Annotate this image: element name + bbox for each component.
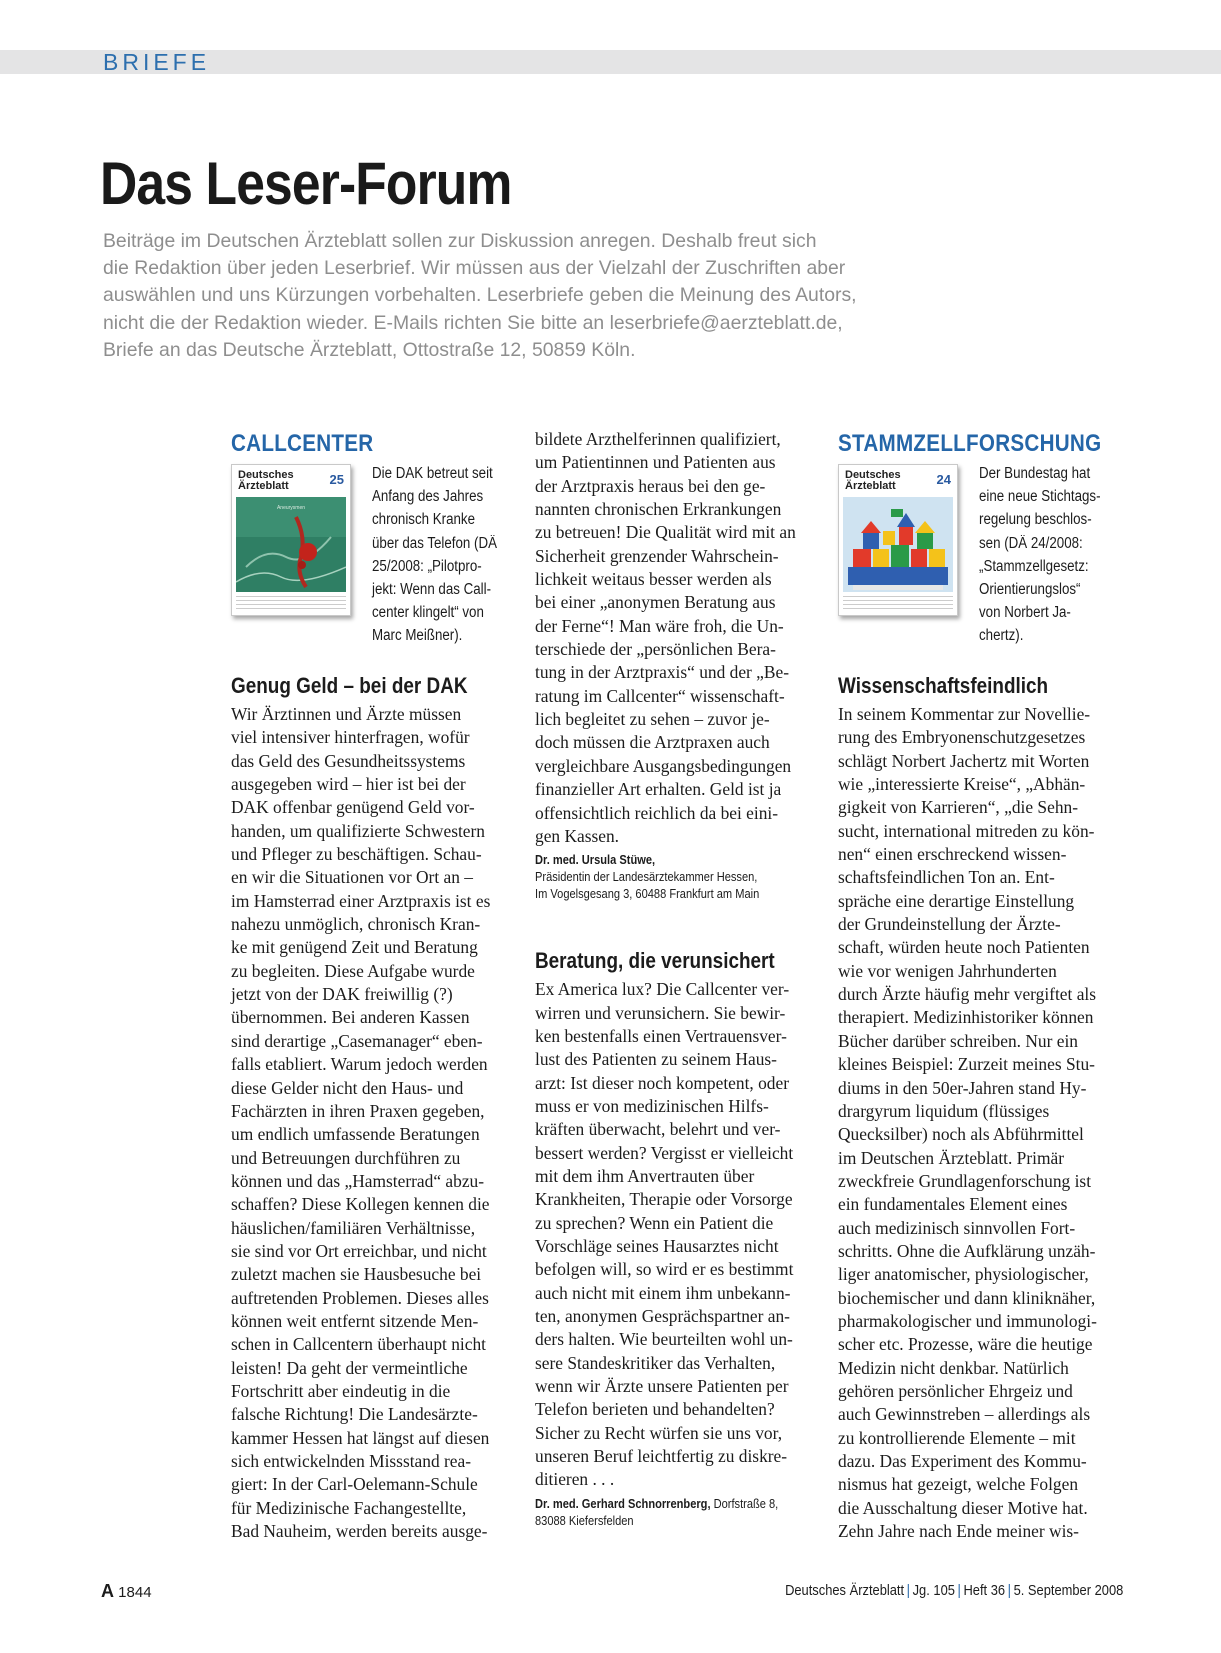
- kicker-callcenter: CALLCENTER: [231, 430, 374, 457]
- cover-brand: Deutsches Ärzteblatt: [845, 469, 901, 492]
- text-line: können und das „Hamsterrad“ abzu-: [231, 1170, 485, 1191]
- letter-body: [838, 703, 1128, 1543]
- text-line: en wir die Situationen vor Ort an –: [231, 867, 473, 888]
- author-address: Dorfstraße 8,: [710, 1496, 779, 1511]
- text-line: der Grundeinstellung der Ärzte-: [838, 914, 1061, 935]
- text-line: diese Gelder nicht den Haus- und: [231, 1077, 464, 1098]
- text-line: mit dem ihm Anvertrauten über: [535, 1165, 755, 1186]
- text-line: Fachärzten in ihren Praxen gegeben,: [231, 1100, 485, 1121]
- text-line: lust des Patienten zu seinem Haus-: [535, 1049, 777, 1070]
- text-line: giert: In der Carl-Oelemann-Schule: [231, 1474, 478, 1495]
- text-line: wenn wir Ärzte unsere Patienten per: [535, 1376, 789, 1397]
- text-line: im Deutschen Ärzteblatt. Primär: [838, 1147, 1065, 1168]
- text-line: ratung im Callcenter“ wissenschaft-: [535, 685, 785, 706]
- letter-heading: Beratung, die verunsichert: [535, 948, 775, 974]
- text-line: können weit entfernt sitzende Men-: [231, 1310, 479, 1331]
- cover-footer-lines: [236, 596, 346, 610]
- teaser-line: regelung beschlos-: [979, 511, 1092, 529]
- teaser-line: chronisch Kranke: [372, 511, 475, 529]
- journal-date: 5. September 2008: [1013, 1582, 1123, 1599]
- text-line: DAK offenbar genügend Geld vor-: [231, 797, 475, 818]
- signature-stuewe: [535, 852, 825, 903]
- text-line: bei einer „anonymen Beratung aus: [535, 592, 776, 613]
- page-number: [101, 1581, 152, 1603]
- text-line: ten, anonymen Gesprächspartner an-: [535, 1306, 790, 1326]
- text-line: zu sprechen? Wenn ein Patient die: [535, 1212, 774, 1233]
- section-label: BRIEFE: [103, 49, 211, 75]
- text-line: um endlich umfassende Beratungen: [231, 1124, 480, 1145]
- journal-issue: Heft 36: [963, 1582, 1005, 1599]
- cover-footer-lines: [843, 596, 953, 610]
- teaser-line: jekt: Wenn das Call-: [372, 581, 492, 599]
- text-line: kammer Hessen hat längst auf diesen: [231, 1427, 490, 1448]
- signature-schnorrenberg: [535, 1496, 825, 1530]
- text-line: zu begleiten. Diese Aufgabe wurde: [231, 960, 475, 981]
- text-line: Quecksilber) noch als Abführmittel: [838, 1124, 1084, 1145]
- text-line: terschiede der „persönlichen Bera-: [535, 639, 776, 660]
- text-line: unseren Beruf leichtfertig zu diskre-: [535, 1446, 788, 1467]
- teaser-line: center klingelt“ von: [372, 604, 484, 622]
- text-line: kleines Beispiel: Zurzeit meines Stu-: [838, 1054, 1095, 1075]
- text-line: und Betreuungen durchführen zu: [231, 1147, 461, 1168]
- text-line: die Ausschaltung dieser Motive hat.: [838, 1497, 1088, 1518]
- author-name: Dr. med. Ursula Stüwe,: [535, 853, 656, 868]
- text-line: nahezu unmöglich, chronisch Kran-: [231, 914, 481, 935]
- text-line: ken bestenfalls einen Vertrauensver-: [535, 1025, 787, 1046]
- text-line: durch Ärzte häufig mehr vergiftet als: [838, 984, 1097, 1005]
- text-line: und Pfleger zu beschäftigen. Schau-: [231, 844, 482, 865]
- text-line: um Patientinnen und Patienten aus: [535, 452, 776, 473]
- intro-line: Briefe an das Deutsche Ärzteblatt, Ottostraße 12, 50859 Köln.: [103, 338, 636, 361]
- text-line: nannten chronischen Erkrankungen: [535, 499, 782, 520]
- text-line: Zehn Jahre nach Ende meiner wis-: [838, 1521, 1079, 1542]
- text-line: im Hamsterrad einer Arztpraxis ist es: [231, 890, 491, 911]
- text-line: therapiert. Medizinhistoriker können: [838, 1007, 1094, 1028]
- teaser-text: [372, 462, 522, 648]
- teaser-line: Orientierungslos“: [979, 581, 1081, 599]
- cover-issue-number: 24: [936, 472, 951, 487]
- page-number-value: 1844: [118, 1584, 152, 1601]
- text-line: schaft, würden heute noch Patienten: [838, 937, 1090, 958]
- text-line: Ex America lux? Die Callcenter ver-: [535, 979, 790, 1000]
- text-line: wie vor wenigen Jahrhunderten: [838, 960, 1057, 981]
- author-line: Im Vogelsgesang 3, 60488 Frankfurt am Main: [535, 887, 760, 902]
- text-line: falsche Richtung! Die Landesärzte-: [231, 1404, 478, 1425]
- text-line: zweckfreie Grundlagenforschung ist: [838, 1170, 1092, 1191]
- separator: |: [906, 1582, 910, 1599]
- text-line: Wir Ärztinnen und Ärzte müssen: [231, 704, 462, 724]
- column-1: [231, 428, 521, 1543]
- journal-volume: Jg. 105: [912, 1582, 955, 1599]
- column-2: [535, 428, 825, 1530]
- text-line: ke mit genügend Zeit und Beratung: [231, 937, 478, 958]
- text-line: handen, um qualifizierte Schwestern: [231, 820, 486, 841]
- text-line: übernommen. Bei anderen Kassen: [231, 1007, 470, 1028]
- intro-line: die Redaktion über jeden Leserbrief. Wir müssen aus der Vielzahl der Zuschriften aber: [103, 257, 846, 280]
- text-line: drargyrum liquidum (flüssiges: [838, 1100, 1050, 1121]
- text-line: der Arztpraxis heraus bei den ge-: [535, 475, 766, 496]
- text-line: dazu. Das Experiment des Kommu-: [838, 1451, 1087, 1471]
- text-line: In seinem Kommentar zur Novellie-: [838, 704, 1091, 724]
- teaser-line: Die DAK betreut seit: [372, 465, 493, 482]
- cover-topic: Aneurysmen: [276, 505, 306, 511]
- page-letter: A: [101, 1581, 114, 1601]
- teaser-line: Der Bundestag hat: [979, 465, 1091, 482]
- text-line: tung in der Arztpraxis“ und der „Be-: [535, 662, 790, 683]
- teaser-line: Marc Meißner).: [372, 627, 463, 645]
- author-name: Dr. med. Gerhard Schnorrenberg,: [535, 1496, 711, 1511]
- letter-body: [535, 978, 825, 1492]
- teaser-line: Anfang des Jahres: [372, 488, 484, 506]
- text-line: biochemischer und dann kliniknäher,: [838, 1287, 1096, 1308]
- text-line: Vorschläge seines Hausarztes nicht: [535, 1235, 779, 1256]
- text-line: pharmakologischer und immunologi-: [838, 1310, 1097, 1331]
- text-line: ders halten. Wie beurteilten wohl un-: [535, 1329, 793, 1350]
- text-line: ein fundamentales Element eines: [838, 1194, 1068, 1215]
- text-line: nismus hat gezeigt, welche Folgen: [838, 1474, 1079, 1495]
- text-line: der Ferne“! Man wäre froh, die Un-: [535, 615, 784, 636]
- text-line: offensichtlich reichlich da bei eini-: [535, 802, 779, 823]
- text-line: häuslichen/familiären Verhältnisse,: [231, 1217, 476, 1238]
- intro-line: nicht die der Redaktion wieder. E-Mails richten Sie bitte an leserbriefe@aerzteblatt.de,: [103, 311, 843, 334]
- text-line: zuletzt machen sie Hausbesuche bei: [231, 1264, 482, 1285]
- teaser-line: „Stammzellgesetz:: [979, 557, 1089, 575]
- text-line: Bad Nauheim, werden bereits ausge-: [231, 1521, 488, 1542]
- text-line: doch müssen die Arztpraxen auch: [535, 732, 770, 753]
- separator: |: [1007, 1582, 1011, 1599]
- text-line: zu betreuen! Die Qualität wird mit an: [535, 522, 796, 543]
- intro-line: Beiträge im Deutschen Ärzteblatt sollen zur Diskussion anregen. Deshalb freut sich: [103, 230, 817, 252]
- text-line: gen Kassen.: [535, 825, 620, 846]
- text-line: für Medizinische Fachangestellte,: [231, 1497, 467, 1518]
- text-line: lich begleitet zu sehen – zuvor je-: [535, 709, 770, 730]
- letter-body-continued: [535, 428, 825, 848]
- text-line: schen in Callcentern überhaupt nicht: [231, 1334, 486, 1355]
- separator: |: [957, 1582, 961, 1599]
- text-line: das Geld des Gesundheitssystems: [231, 750, 466, 771]
- journal-name: Deutsches Ärzteblatt: [784, 1582, 904, 1599]
- text-line: auch Gewinnstreben – allerdings als: [838, 1404, 1091, 1425]
- intro-line: auswählen und uns Kürzungen vorbehalten. Leserbriefe geben die Meinung des Autors,: [103, 284, 857, 307]
- text-line: auftretenden Problemen. Dieses alles: [231, 1287, 489, 1308]
- column-3: [838, 428, 1128, 1543]
- text-line: ausgegeben wird – hier ist bei der: [231, 774, 466, 795]
- text-line: schaftsfeindlichen Ton an. Ent-: [838, 867, 1055, 888]
- text-line: Telefon berieten und behandelten?: [535, 1399, 775, 1420]
- text-line: Fortschritt aber eindeutig in die: [231, 1380, 451, 1401]
- text-line: falls etabliert. Warum jedoch werden: [231, 1054, 488, 1075]
- author-line: Präsidentin der Landesärztekammer Hessen,: [535, 870, 758, 885]
- text-line: viel intensiver hinterfragen, wofür: [231, 727, 470, 748]
- teaser-line: über das Telefon (DÄ: [372, 534, 497, 552]
- text-line: spräche eine derartige Einstellung: [838, 890, 1075, 911]
- kicker-stammzellforschung: STAMMZELLFORSCHUNG: [838, 430, 1102, 457]
- text-line: muss er von medizinischen Hilfs-: [535, 1095, 769, 1116]
- intro-text: [103, 228, 1003, 364]
- text-line: kräften überwacht, belehrt und ver-: [535, 1119, 781, 1140]
- teaser-callcenter: [231, 462, 521, 672]
- journal-footer: [785, 1581, 1123, 1601]
- text-line: wie „interessierte Kreise“, „Abhän-: [838, 774, 1086, 795]
- letter-body: [231, 703, 521, 1543]
- letter-heading: Wissenschaftsfeindlich: [838, 673, 1049, 698]
- text-line: Bücher darüber schreiben. Nur ein: [838, 1030, 1078, 1051]
- text-line: Krankheiten, Therapie oder Vorsorge: [535, 1189, 793, 1210]
- text-line: wirren und verunsichern. Sie bewir-: [535, 1002, 786, 1023]
- teaser-line: von Norbert Ja-: [979, 604, 1071, 622]
- page-title: Das Leser-Forum: [100, 150, 512, 217]
- text-line: Sicherheit grenzender Wahrschein-: [535, 545, 779, 566]
- teaser-line: 25/2008: „Pilotpro-: [372, 557, 482, 575]
- author-line: 83088 Kiefersfelden: [535, 1513, 634, 1528]
- text-line: lichkeit weitaus besser werden als: [535, 569, 772, 590]
- teaser-line: eine neue Stichtags-: [979, 488, 1101, 506]
- text-line: liger anatomischer, physiologischer,: [838, 1264, 1089, 1285]
- text-line: leisten! Da geht der vermeintliche: [231, 1357, 468, 1378]
- text-line: scher etc. Prozesse, wäre die heutige: [838, 1334, 1093, 1355]
- text-line: sich entwickelnden Missstand rea-: [231, 1451, 472, 1471]
- text-line: bildete Arzthelferinnen qualifiziert,: [535, 429, 781, 449]
- magazine-cover-24: [838, 464, 958, 616]
- text-line: sind derartige „Casemanager“ eben-: [231, 1030, 483, 1051]
- text-line: finanzieller Art erhalten. Geld ist ja: [535, 779, 782, 800]
- text-line: Sicher zu Recht würfen sie uns vor,: [535, 1422, 783, 1443]
- text-line: nen“ einen erschreckend wissen-: [838, 844, 1067, 865]
- text-line: gehören persönlicher Ehrgeiz und: [838, 1380, 1073, 1401]
- cover-brand: Deutsches Ärzteblatt: [238, 469, 294, 492]
- text-line: gigkeit von Karrieren“, „die Sehn-: [838, 797, 1078, 818]
- text-line: schaffen? Diese Kollegen kennen die: [231, 1194, 490, 1215]
- teaser-line: chertz).: [979, 627, 1024, 645]
- text-line: bessert werden? Vergisst er vielleicht: [535, 1142, 794, 1163]
- text-line: zu kontrollierende Elemente – mit: [838, 1427, 1076, 1448]
- text-line: auch nicht mit einem ihm unbekann-: [535, 1282, 791, 1303]
- magazine-cover-25: [231, 464, 351, 616]
- cover-image-aneurysm: [236, 497, 346, 592]
- text-line: diums in den 50er-Jahren stand Hy-: [838, 1077, 1087, 1098]
- text-line: rung des Embryonenschutzgesetzes: [838, 727, 1086, 748]
- teaser-stammzell: [838, 462, 1128, 672]
- text-line: jetzt von der DAK freiwillig (?): [231, 984, 453, 1005]
- text-line: befolgen will, so wird er es bestimmt: [535, 1259, 794, 1280]
- text-line: schlägt Norbert Jachertz mit Worten: [838, 750, 1090, 771]
- cover-image-building-blocks: [843, 497, 953, 592]
- text-line: sie sind vor Ort erreichbar, und nicht: [231, 1240, 487, 1261]
- text-line: auch medizinisch sinnvollen Fort-: [838, 1217, 1076, 1238]
- text-line: sere Standeskritiker das Verhalten,: [535, 1352, 776, 1373]
- text-line: schritts. Ohne die Aufklärung unzäh-: [838, 1240, 1096, 1261]
- teaser-text: [979, 462, 1129, 648]
- text-line: Medizin nicht denkbar. Natürlich: [838, 1357, 1069, 1378]
- cover-issue-number: 25: [329, 472, 344, 487]
- teaser-line: sen (DÄ 24/2008:: [979, 534, 1083, 552]
- letter-heading: Genug Geld – bei der DAK: [231, 673, 468, 698]
- text-line: arzt: Ist dieser noch kompetent, oder: [535, 1072, 790, 1093]
- text-line: sucht, international mitreden zu kön-: [838, 820, 1095, 841]
- text-line: vergleichbare Ausgangsbedingungen: [535, 755, 792, 776]
- text-line: ditieren . . .: [535, 1469, 615, 1490]
